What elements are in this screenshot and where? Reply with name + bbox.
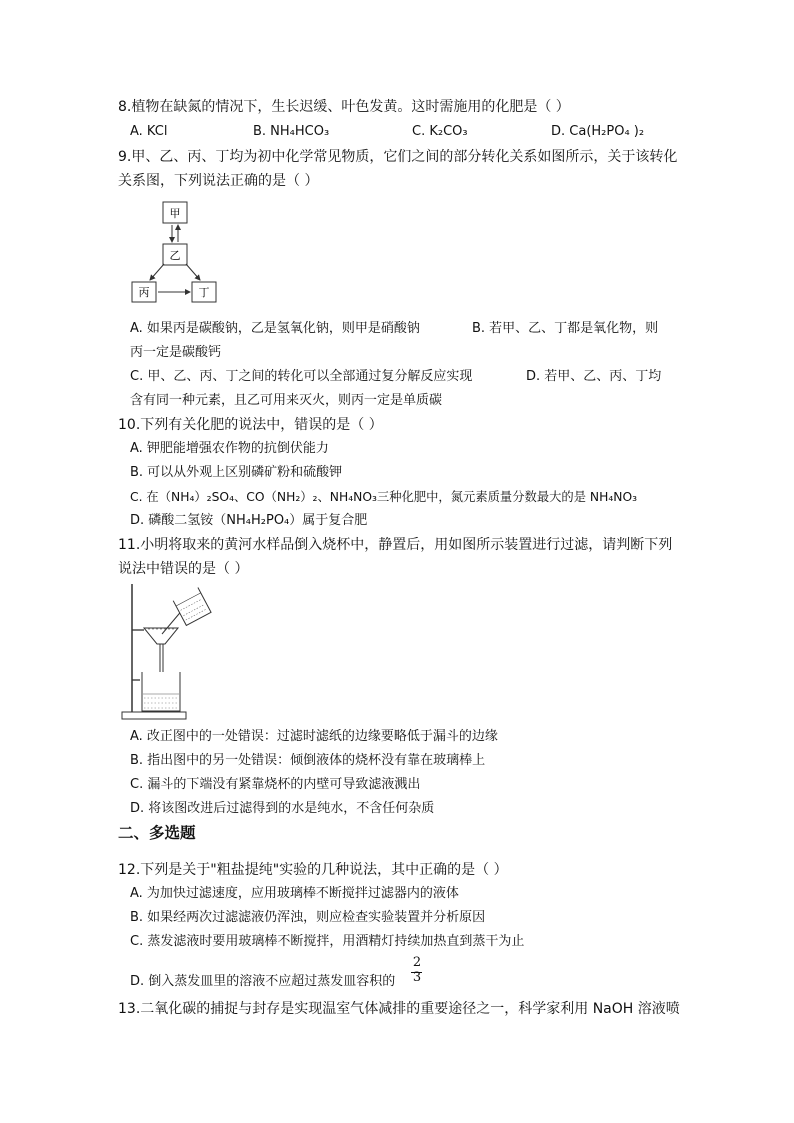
q11-option-c: C. 漏斗的下端没有紧靠烧杯的内壁可导致滤液溅出 bbox=[130, 777, 421, 792]
q9-option-b-line1: B. 若甲、乙、丁都是氧化物，则 bbox=[472, 321, 659, 336]
q10-option-c: C. 在（NH₄）₂SO₄、CO（NH₂）₂、NH₄NO₃三种化肥中，氮元素质量分数最大的是 NH₄NO₃ bbox=[130, 490, 638, 504]
q9-option-c: C. 甲、乙、丙、丁之间的转化可以全部通过复分解反应实现 bbox=[130, 369, 473, 384]
pouring-beaker bbox=[173, 588, 211, 626]
q9-stem-line1: 9.甲、乙、丙、丁均为初中化学常见物质，它们之间的部分转化关系如图所示，关于该转化 bbox=[118, 149, 678, 165]
stand-base bbox=[122, 712, 186, 719]
q9-option-b-line2: 丙一定是碳酸钙 bbox=[130, 345, 222, 360]
q11-option-a: A. 改正图中的一处错误：过滤时滤纸的边缘要略低于漏斗的边缘 bbox=[130, 729, 498, 744]
q9-option-d-line1: D. 若甲、乙、丙、丁均 bbox=[526, 369, 662, 384]
q9-option-d-line2: 含有同一种元素，且乙可用来灭火，则丙一定是单质碳 bbox=[130, 393, 443, 408]
q12-fraction-denominator: 3 bbox=[412, 970, 422, 985]
q11-option-d: D. 将该图改进后过滤得到的水是纯水，不含任何杂质 bbox=[130, 801, 435, 816]
funnel-cone bbox=[144, 628, 178, 644]
label-jia: 甲 bbox=[169, 207, 181, 220]
q12-option-b: B. 如果经两次过滤滤液仍浑浊，则应检查实验装置并分析原因 bbox=[130, 910, 486, 925]
arrow-yi-to-ding bbox=[186, 264, 200, 280]
q10-stem: 10.下列有关化肥的说法中，错误的是（ ） bbox=[118, 417, 383, 433]
arrow-yi-to-bing bbox=[150, 264, 164, 280]
q13-stem: 13.二氧化碳的捕捉与封存是实现温室气体减排的重要途径之一，科学家利用 NaOH 溶液喷 bbox=[118, 1001, 680, 1017]
q12-option-d: D. 倒入蒸发皿里的溶液不应超过蒸发皿容积的 bbox=[130, 974, 396, 989]
q8-option-c: C. K₂CO₃ bbox=[412, 124, 468, 139]
q9-option-a: A. 如果丙是碳酸钠，乙是氢氧化钠，则甲是硝酸钠 bbox=[130, 321, 420, 336]
q11-stem-line2: 说法中错误的是（ ） bbox=[118, 561, 249, 577]
q9-stem-line2: 关系图，下列说法正确的是（ ） bbox=[118, 173, 319, 189]
section-title: 二、多选题 bbox=[118, 824, 196, 842]
q8-option-a: A. KCl bbox=[130, 124, 168, 139]
q8-stem: 8.植物在缺氮的情况下，生长迟缓、叶色发黄。这时需施用的化肥是（ ） bbox=[118, 99, 570, 115]
q12-option-c: C. 蒸发滤液时要用玻璃棒不断搅拌，用酒精灯持续加热直到蒸干为止 bbox=[130, 934, 525, 949]
receiving-beaker bbox=[142, 672, 180, 711]
label-yi: 乙 bbox=[169, 249, 181, 262]
q12-fraction-numerator: 2 bbox=[412, 955, 422, 970]
q9-conversion-diagram bbox=[128, 198, 224, 306]
q8-option-b: B. NH₄HCO₃ bbox=[253, 124, 330, 139]
q11-option-b: B. 指出图中的另一处错误：倾倒液体的烧杯没有靠在玻璃棒上 bbox=[130, 753, 486, 768]
q8-option-d: D. Ca(H₂PO₄ )₂ bbox=[551, 124, 645, 139]
q12-stem: 12.下列是关于"粗盐提纯"实验的几种说法，其中正确的是（ ） bbox=[118, 862, 508, 878]
label-bing: 丙 bbox=[138, 286, 150, 299]
q11-filtration-apparatus bbox=[118, 584, 218, 724]
q10-option-a: A. 钾肥能增强农作物的抗倒伏能力 bbox=[130, 441, 329, 456]
q10-option-d: D. 磷酸二氢铵（NH₄H₂PO₄）属于复合肥 bbox=[130, 513, 368, 528]
q10-option-b: B. 可以从外观上区别磷矿粉和硫酸钾 bbox=[130, 465, 343, 480]
label-ding: 丁 bbox=[198, 286, 210, 299]
q12-option-a: A. 为加快过滤速度，应用玻璃棒不断搅拌过滤器内的液体 bbox=[130, 886, 459, 901]
q11-stem-line1: 11.小明将取来的黄河水样品倒入烧杯中，静置后，用如图所示装置进行过滤，请判断下列 bbox=[118, 537, 673, 553]
